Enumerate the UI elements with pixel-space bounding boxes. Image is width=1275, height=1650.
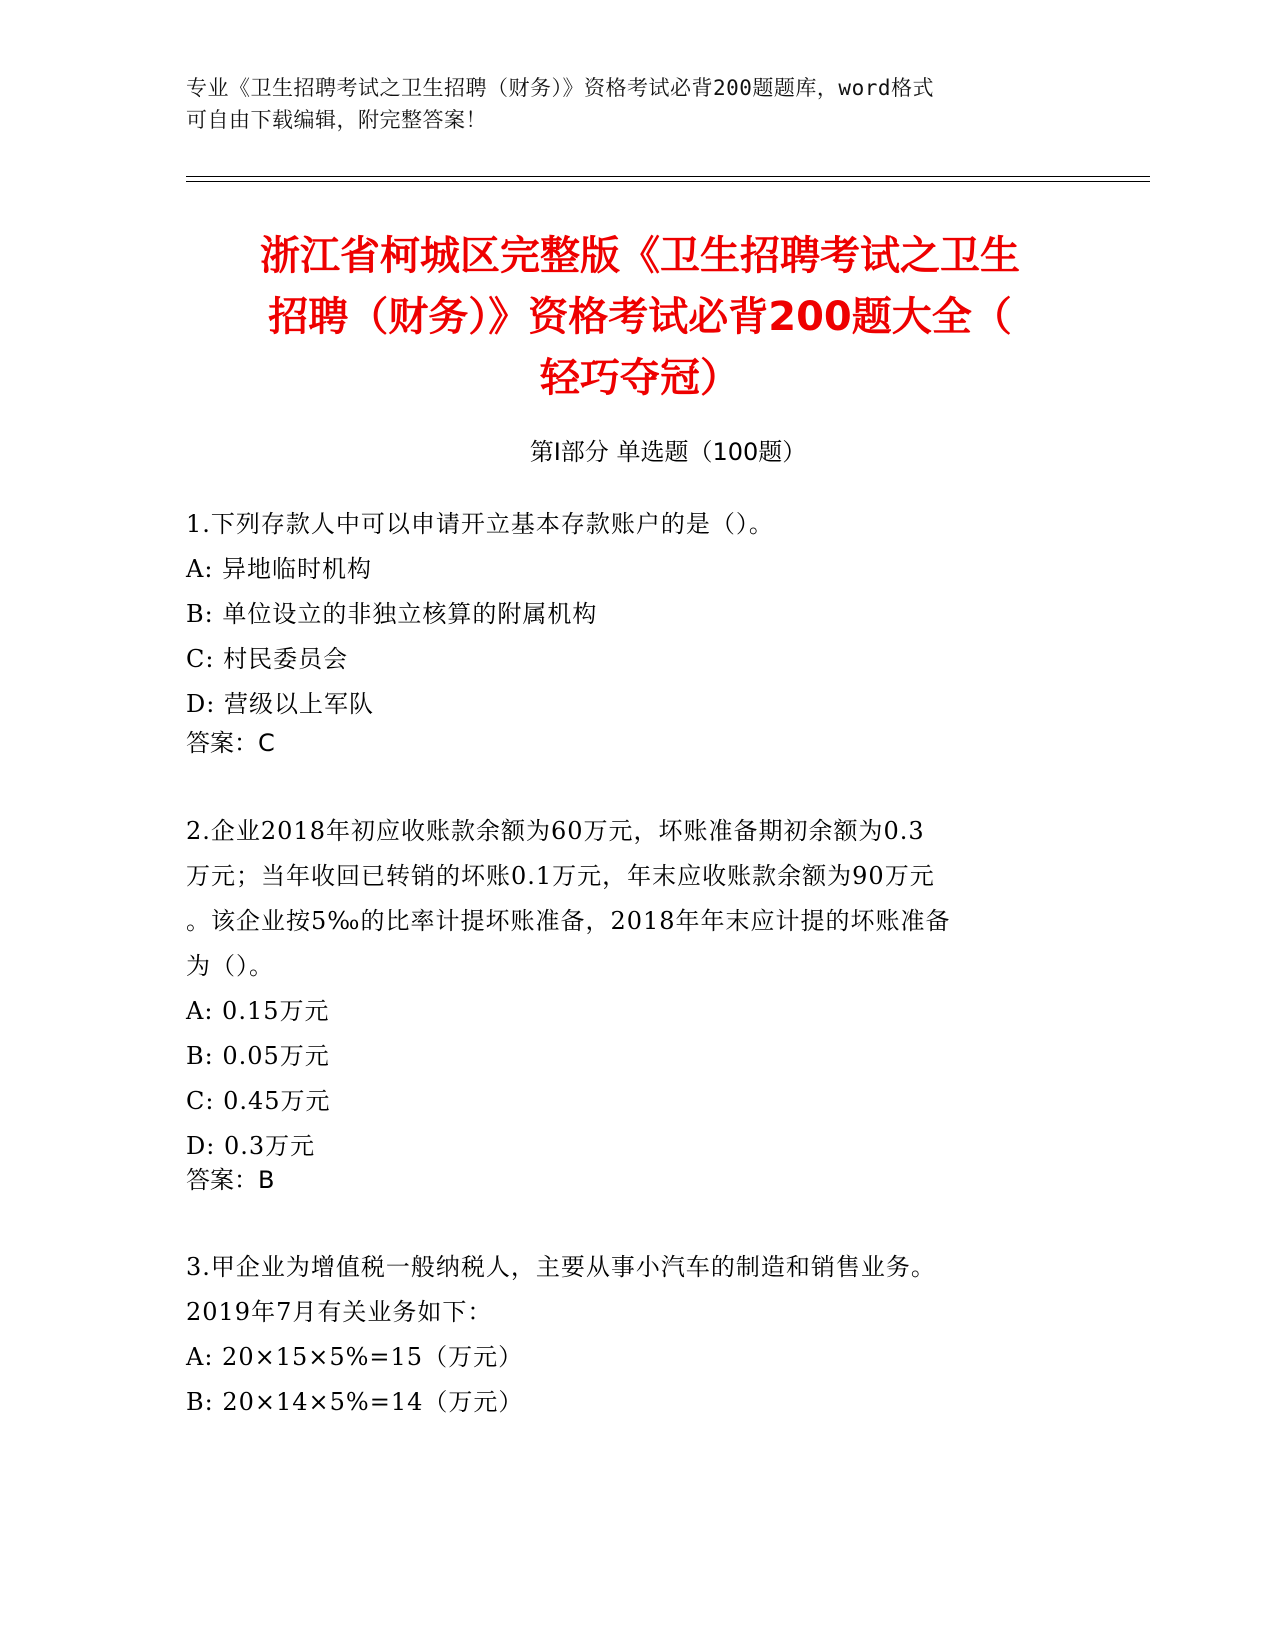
question-stem: 为（）。 [186,952,274,980]
document-title [190,226,1090,409]
option-a: A: 异地临时机构 [186,555,373,583]
answer-2: 答案：B [186,1166,275,1194]
section-heading: 第Ⅰ部分 单选题（100题） [529,438,807,466]
title-line: 招聘（财务）》资格考试必背200题大全（ [268,294,1012,340]
question-stem: 。该企业按5‰的比率计提坏账准备，2018年年末应计提的坏账准备 [186,907,951,935]
option-a: A: 0.15万元 [186,997,330,1025]
question-1 [186,502,1066,727]
header-note [186,72,1066,136]
header-divider [186,176,1150,177]
option-c: C: 村民委员会 [186,645,349,673]
question-stem: 2.企业2018年初应收账款余额为60万元，坏账准备期初余额为0.3 [186,817,925,845]
option-c: C: 0.45万元 [186,1087,331,1115]
question-stem: 万元；当年收回已转销的坏账0.1万元，年末应收账款余额为90万元 [186,862,935,890]
question-stem: 3.甲企业为增值税一般纳税人，主要从事小汽车的制造和销售业务。 [186,1253,936,1281]
question-stem: 2019年7月有关业务如下： [186,1298,493,1326]
question-2 [186,809,1066,1169]
header-note-line: 可自由下载编辑，附完整答案！ [186,108,487,132]
option-d: D: 营级以上军队 [186,690,374,718]
title-line: 浙江省柯城区完整版《卫生招聘考试之卫生 [260,233,1020,279]
option-b: B: 20×14×5%=14（万元） [186,1388,524,1416]
option-b: B: 0.05万元 [186,1042,330,1070]
title-line: 轻巧夺冠） [540,355,740,401]
option-a: A: 20×15×5%=15（万元） [186,1343,524,1371]
answer-1: 答案：C [186,729,275,757]
option-d: D: 0.3万元 [186,1132,316,1160]
header-divider [186,181,1150,182]
question-stem: 1.下列存款人中可以申请开立基本存款账户的是（）。 [186,510,774,538]
question-3 [186,1245,1066,1425]
option-b: B: 单位设立的非独立核算的附属机构 [186,600,598,628]
header-note-line: 专业《卫生招聘考试之卫生招聘（财务）》资格考试必背200题题库，word格式 [186,76,934,100]
